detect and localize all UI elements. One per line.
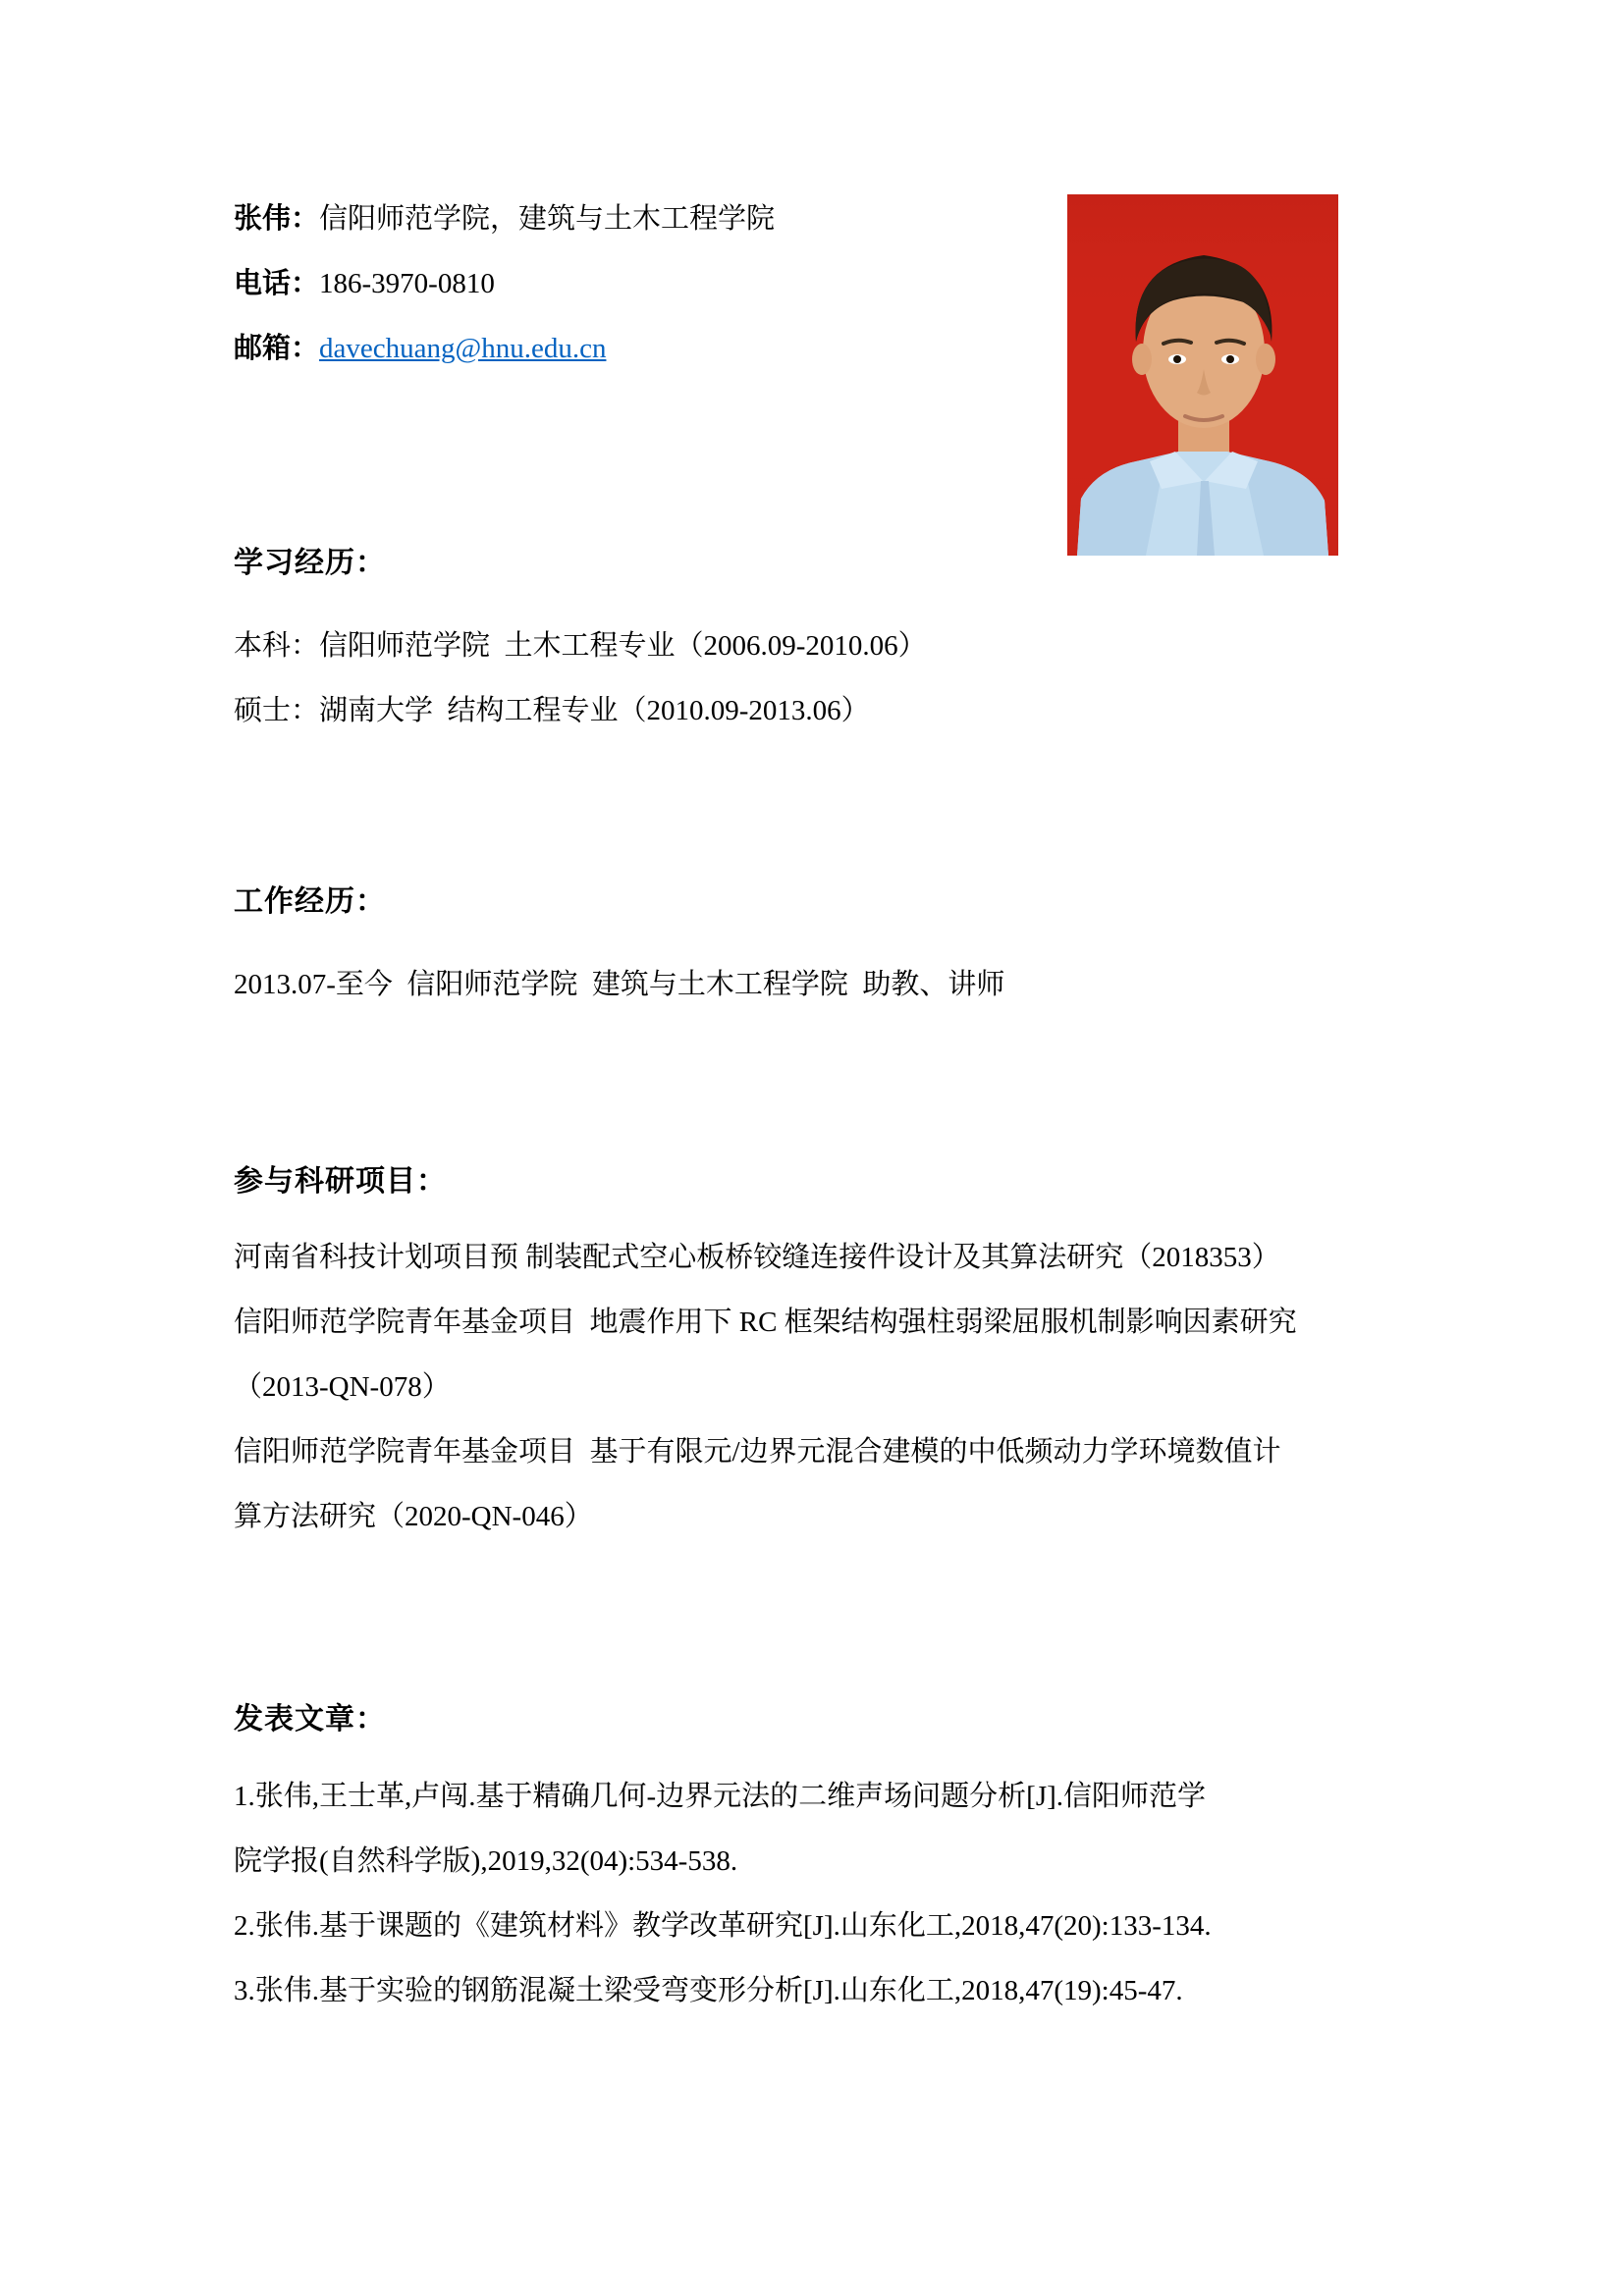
project-line: 河南省科技计划项目预 制装配式空心板桥铰缝连接件设计及其算法研究（2018353） [234, 1242, 1280, 1273]
work-line: 2013.07-至今 信阳师范学院 建筑与土木工程学院 助教、讲师 [234, 969, 1005, 1000]
project-line: 算方法研究（2020-QN-046） [234, 1501, 593, 1532]
education-lines [234, 614, 1407, 743]
profile-photo [1067, 194, 1338, 556]
email-label: 邮箱： [234, 333, 320, 364]
section-heading-projects: 参与科研项目： [234, 1165, 447, 1198]
email-link[interactable]: davechuang@hnu.edu.cn [319, 333, 607, 364]
project-line: 信阳师范学院青年基金项目 地震作用下 RC 框架结构强柱弱梁屈服机制影响因素研究 [234, 1307, 1297, 1338]
publication-line: 3.张伟.基于实验的钢筋混凝土梁受弯变形分析[J].山东化工,2018,47(19):45-47. [234, 1975, 1183, 2006]
publication-line: 2.张伟.基于课题的《建筑材料》教学改革研究[J].山东化工,2018,47(20):133-134. [234, 1910, 1212, 1942]
project-lines [234, 1225, 1407, 1549]
section-heading-work: 工作经历： [234, 885, 386, 918]
education-line: 硕士：湖南大学 结构工程专业（2010.09-2013.06） [234, 695, 870, 726]
affiliation-text: 信阳师范学院，建筑与土木工程学院 [319, 203, 776, 235]
phone-label: 电话： [234, 268, 320, 299]
publication-lines [234, 1764, 1407, 2023]
project-line: （2013-QN-078） [234, 1371, 451, 1403]
work-lines [234, 952, 1407, 1017]
phone-number: 186-3970-0810 [319, 268, 495, 299]
section-heading-publications: 发表文章： [234, 1703, 386, 1735]
publication-line: 1.张伟,王士革,卢闯.基于精确几何-边界元法的二维声场问题分析[J].信阳师范学 [234, 1781, 1207, 1812]
section-heading-education: 学习经历： [234, 547, 386, 579]
profile-photo-image [1067, 194, 1338, 556]
publication-line: 院学报(自然科学版),2019,32(04):534-538. [234, 1845, 738, 1877]
name-label: 张伟： [234, 203, 320, 235]
project-line: 信阳师范学院青年基金项目 基于有限元/边界元混合建模的中低频动力学环境数值计 [234, 1436, 1281, 1468]
education-line: 本科：信阳师范学院 土木工程专业（2006.09-2010.06） [234, 630, 927, 662]
